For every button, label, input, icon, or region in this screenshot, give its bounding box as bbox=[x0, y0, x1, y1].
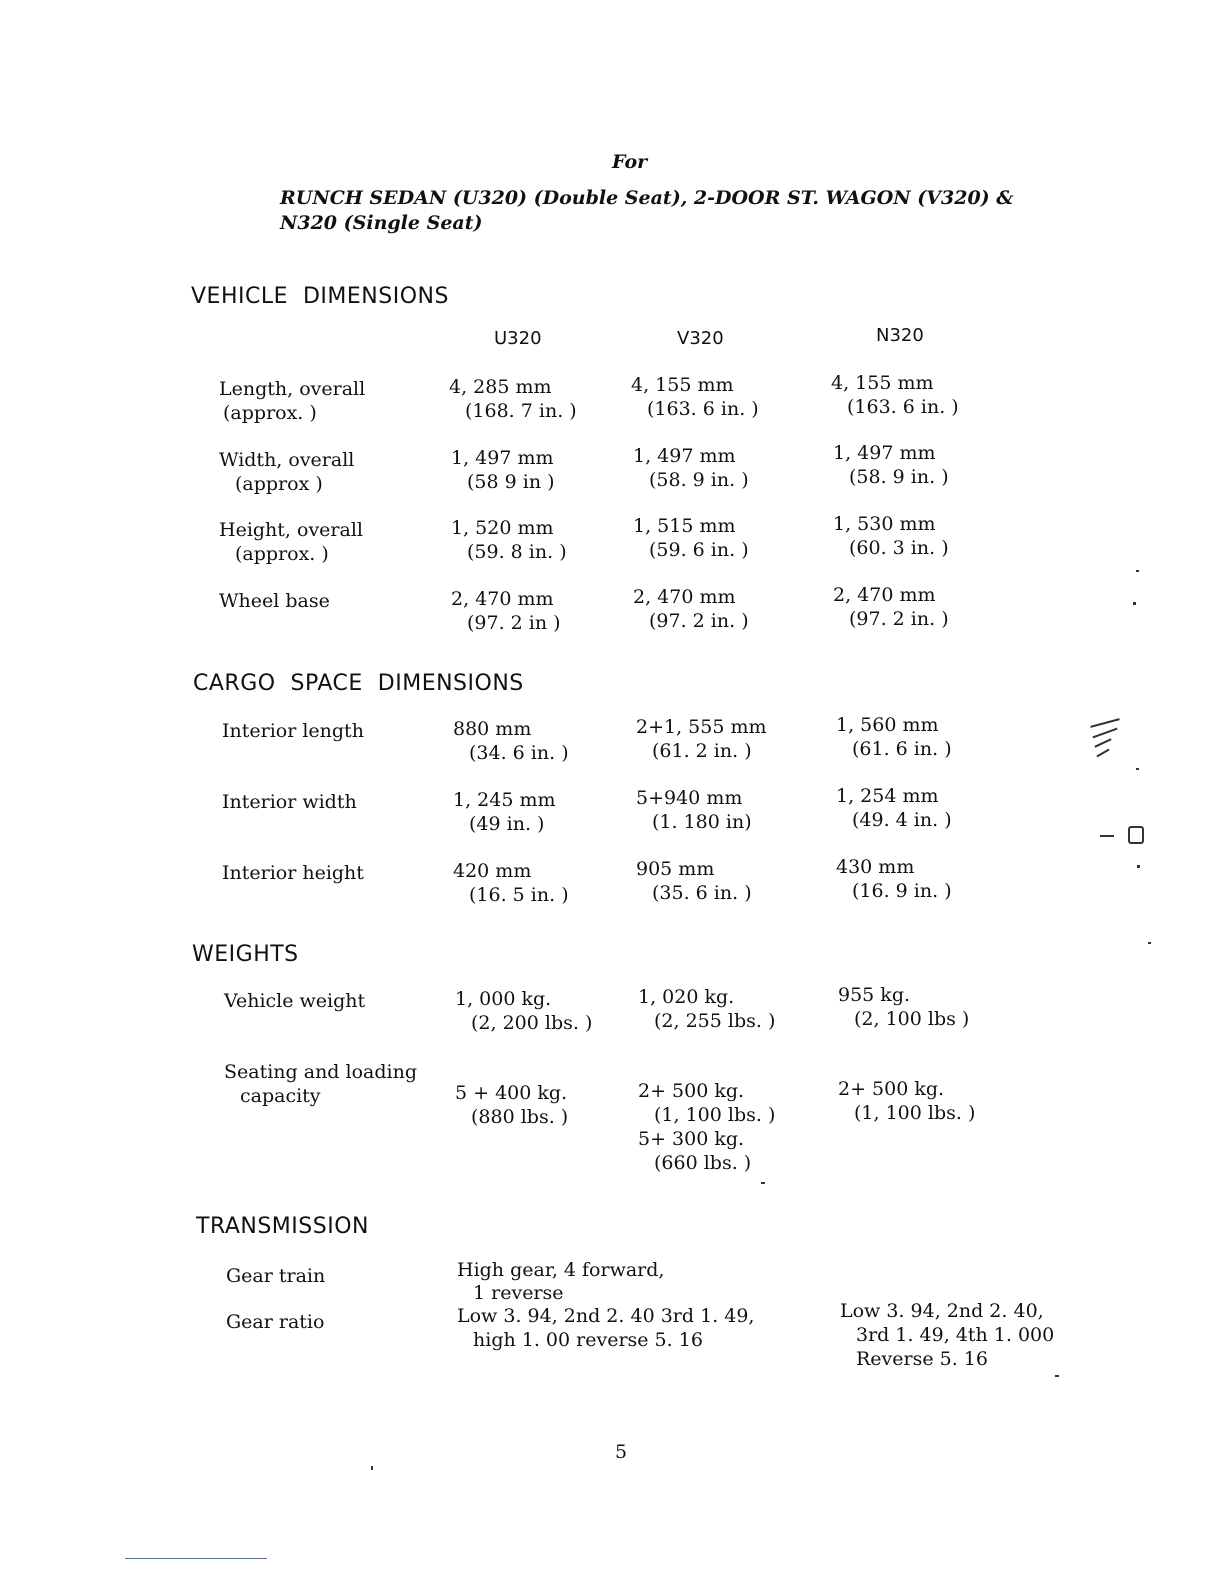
height-v320: 1, 515 mm (59. 6 in. ) bbox=[633, 515, 749, 561]
interior-height-n320: 430 mm (16. 9 in. ) bbox=[836, 856, 952, 902]
scan-speck bbox=[1100, 835, 1114, 837]
scan-speck bbox=[1090, 718, 1119, 728]
scan-speck bbox=[1136, 768, 1139, 770]
scan-speck bbox=[761, 1182, 765, 1184]
row-label-seating-capacity: Seating and loading capacity bbox=[224, 1061, 417, 1107]
capacity-u320: 5 + 400 kg. (880 lbs. ) bbox=[455, 1082, 569, 1128]
height-u320: 1, 520 mm (59. 8 in. ) bbox=[451, 517, 567, 563]
weights-heading: WEIGHTS bbox=[192, 942, 299, 967]
row-label-wheel-base: Wheel base bbox=[219, 590, 330, 612]
width-u320: 1, 497 mm (58 9 in ) bbox=[451, 447, 555, 493]
row-label-gear-train: Gear train bbox=[226, 1265, 326, 1287]
interior-width-n320: 1, 254 mm (49. 4 in. ) bbox=[836, 785, 952, 831]
scan-speck bbox=[1096, 749, 1109, 758]
for-label: For bbox=[612, 151, 648, 173]
column-header-n320: N320 bbox=[876, 325, 924, 346]
scan-speck bbox=[1137, 865, 1140, 868]
scan-speck bbox=[1148, 942, 1151, 944]
gear-ratio-n320: Low 3. 94, 2nd 2. 40, 3rd 1. 49, 4th 1. 000 Reverse 5. 16 bbox=[840, 1300, 1055, 1370]
width-n320: 1, 497 mm (58. 9 in. ) bbox=[833, 442, 949, 488]
gear-train-value: High gear, 4 forward, 1 reverse bbox=[457, 1259, 665, 1304]
scan-speck bbox=[1136, 570, 1139, 572]
interior-length-u320: 880 mm (34. 6 in. ) bbox=[453, 718, 569, 764]
subtitle-line-1: RUNCH SEDAN (U320) (Double Seat), 2-DOOR ST. WAGON (V320) & bbox=[280, 187, 1014, 209]
scan-speck bbox=[371, 1466, 373, 1470]
capacity-n320: 2+ 500 kg. (1, 100 lbs. ) bbox=[838, 1078, 976, 1124]
interior-height-v320: 905 mm (35. 6 in. ) bbox=[636, 858, 752, 904]
column-header-v320: V320 bbox=[677, 328, 724, 349]
length-v320: 4, 155 mm (163. 6 in. ) bbox=[631, 374, 759, 420]
wheelbase-u320: 2, 470 mm (97. 2 in ) bbox=[451, 588, 561, 634]
scan-speck bbox=[1128, 826, 1144, 844]
scan-speck bbox=[1055, 1375, 1059, 1377]
wheelbase-v320: 2, 470 mm (97. 2 in. ) bbox=[633, 586, 749, 632]
row-label-interior-height: Interior height bbox=[222, 862, 364, 884]
interior-height-u320: 420 mm (16. 5 in. ) bbox=[453, 860, 569, 906]
interior-width-u320: 1, 245 mm (49 in. ) bbox=[453, 789, 556, 835]
row-label-gear-ratio: Gear ratio bbox=[226, 1311, 325, 1333]
vehicle-weight-u320: 1, 000 kg. (2, 200 lbs. ) bbox=[455, 988, 593, 1034]
vehicle-dimensions-heading: VEHICLE DIMENSIONS bbox=[191, 284, 449, 309]
row-label-interior-length: Interior length bbox=[222, 720, 364, 742]
scan-speck bbox=[1133, 602, 1136, 605]
transmission-heading: TRANSMISSION bbox=[196, 1214, 369, 1239]
capacity-v320: 2+ 500 kg. (1, 100 lbs. ) 5+ 300 kg. (660 lbs. ) bbox=[638, 1080, 776, 1174]
interior-length-n320: 1, 560 mm (61. 6 in. ) bbox=[836, 714, 952, 760]
row-label-length: Length, overall (approx. ) bbox=[219, 378, 366, 424]
interior-width-v320: 5+940 mm (1. 180 in) bbox=[636, 787, 752, 833]
subtitle-line-2: N320 (Single Seat) bbox=[280, 212, 483, 234]
gear-ratio-u320-v320: Low 3. 94, 2nd 2. 40 3rd 1. 49, high 1. 00 reverse 5. 16 bbox=[457, 1305, 755, 1351]
column-header-u320: U320 bbox=[494, 328, 542, 349]
cargo-space-heading: CARGO SPACE DIMENSIONS bbox=[193, 671, 524, 696]
page-number: 5 bbox=[615, 1441, 628, 1463]
vehicle-weight-n320: 955 kg. (2, 100 lbs ) bbox=[838, 984, 970, 1030]
wheelbase-n320: 2, 470 mm (97. 2 in. ) bbox=[833, 584, 949, 630]
row-label-interior-width: Interior width bbox=[222, 791, 357, 813]
vehicle-weight-v320: 1, 020 kg. (2, 255 lbs. ) bbox=[638, 986, 776, 1032]
bottom-rule bbox=[125, 1558, 267, 1559]
row-label-height: Height, overall (approx. ) bbox=[219, 519, 363, 565]
scan-speck bbox=[1092, 728, 1117, 739]
length-u320: 4, 285 mm (168. 7 in. ) bbox=[449, 376, 577, 422]
height-n320: 1, 530 mm (60. 3 in. ) bbox=[833, 513, 949, 559]
scan-speck bbox=[1094, 738, 1111, 747]
interior-length-v320: 2+1, 555 mm (61. 2 in. ) bbox=[636, 716, 767, 762]
row-label-width: Width, overall (approx ) bbox=[219, 449, 355, 495]
width-v320: 1, 497 mm (58. 9 in. ) bbox=[633, 445, 749, 491]
length-n320: 4, 155 mm (163. 6 in. ) bbox=[831, 372, 959, 418]
row-label-vehicle-weight: Vehicle weight bbox=[224, 990, 366, 1012]
